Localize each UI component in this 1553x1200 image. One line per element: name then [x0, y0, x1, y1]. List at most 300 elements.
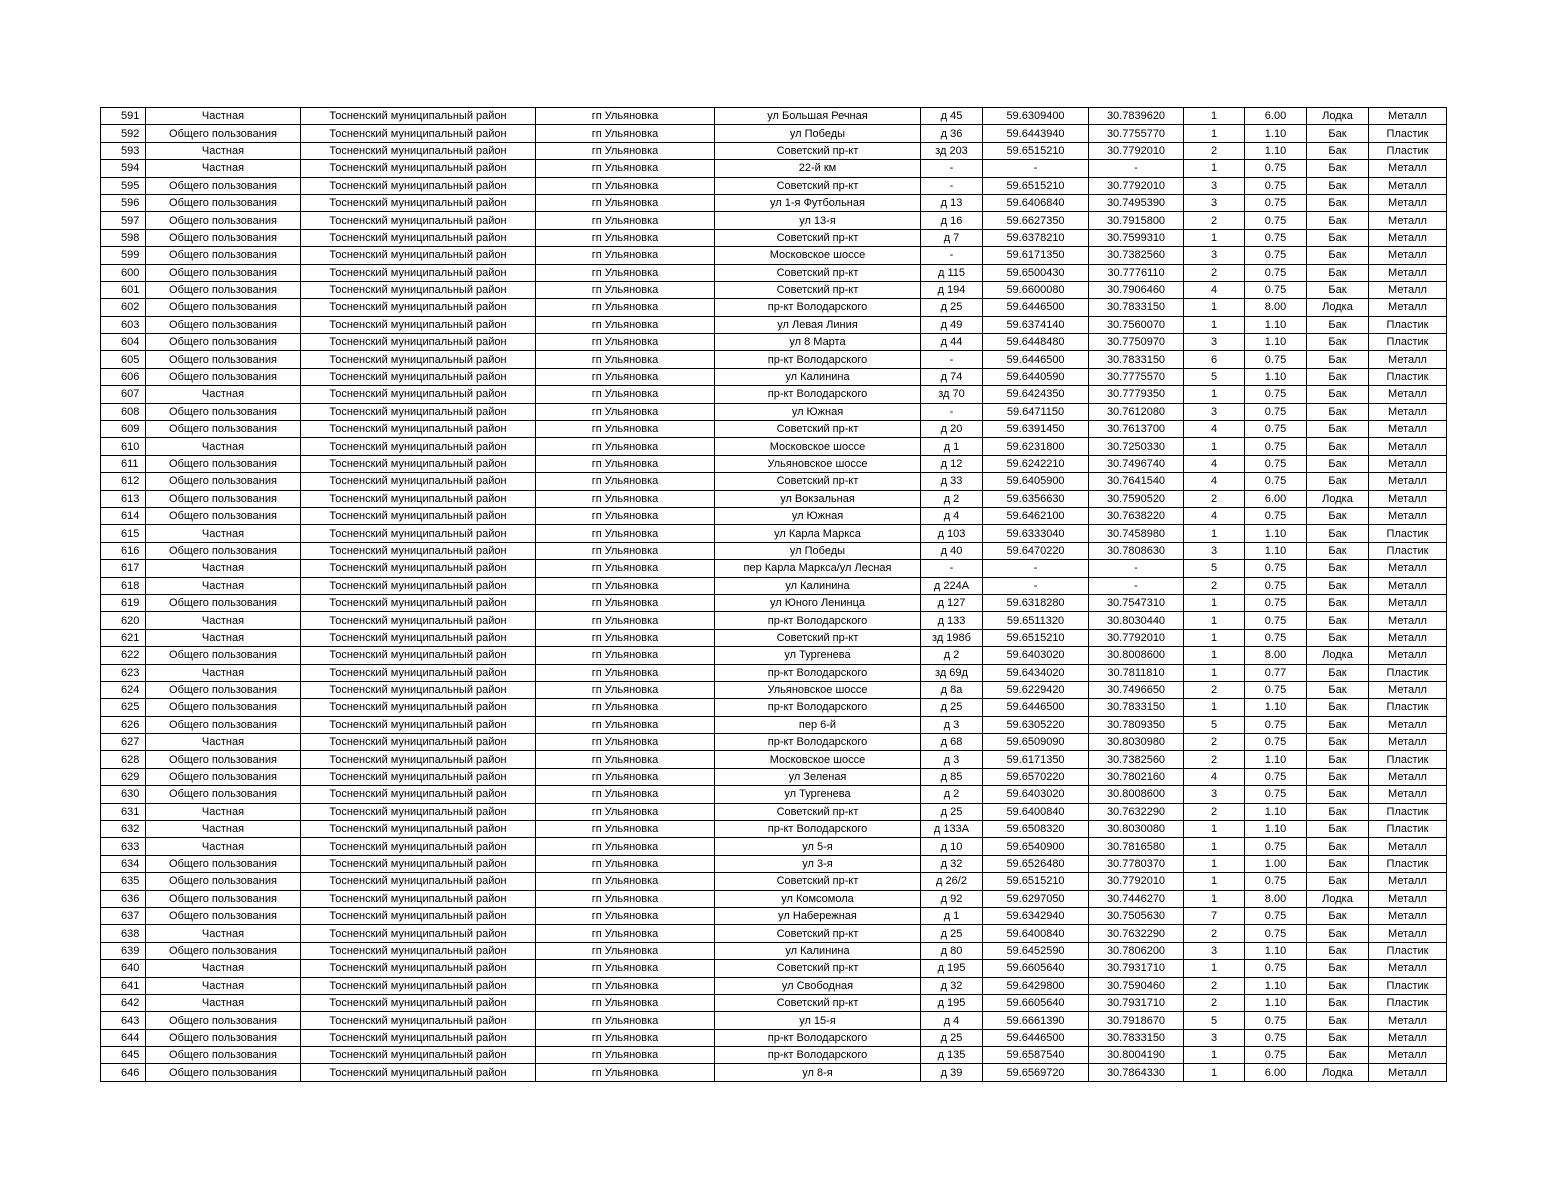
ownership-cell: Частная	[146, 803, 301, 820]
table-row	[101, 1064, 1447, 1081]
building-cell: д 25	[921, 925, 983, 942]
latitude-cell: 59.6297050	[983, 890, 1089, 907]
building-cell: зд 198б	[921, 629, 983, 646]
longitude-cell: 30.7833150	[1089, 699, 1184, 716]
volume-cell: 1.10	[1245, 699, 1307, 716]
row-number-cell: 611	[101, 455, 146, 472]
ownership-cell: Общего пользования	[146, 1029, 301, 1046]
volume-cell: 1.10	[1245, 316, 1307, 333]
street-cell: Советский пр-кт	[715, 925, 921, 942]
container-type-cell: Бак	[1307, 577, 1369, 594]
street-cell: ул 8 Марта	[715, 334, 921, 351]
ownership-cell: Общего пользования	[146, 473, 301, 490]
latitude-cell: 59.6406840	[983, 194, 1089, 211]
longitude-cell: 30.7775570	[1089, 368, 1184, 385]
ownership-cell: Частная	[146, 612, 301, 629]
container-count-cell: 7	[1184, 907, 1245, 924]
material-cell: Металл	[1369, 229, 1447, 246]
ownership-cell: Общего пользования	[146, 299, 301, 316]
longitude-cell: 30.7638220	[1089, 507, 1184, 524]
container-type-cell: Бак	[1307, 942, 1369, 959]
container-count-cell: 5	[1184, 716, 1245, 733]
building-cell: -	[921, 247, 983, 264]
settlement-cell: гп Ульяновка	[536, 316, 715, 333]
settlement-cell: гп Ульяновка	[536, 386, 715, 403]
district-cell: Тосненский муниципальный район	[301, 577, 536, 594]
district-cell: Тосненский муниципальный район	[301, 751, 536, 768]
table-row	[101, 577, 1447, 594]
table-row	[101, 264, 1447, 281]
latitude-cell: 59.6515210	[983, 629, 1089, 646]
material-cell: Металл	[1369, 716, 1447, 733]
table-row	[101, 629, 1447, 646]
building-cell: -	[921, 560, 983, 577]
building-cell: д 10	[921, 838, 983, 855]
street-cell: Советский пр-кт	[715, 803, 921, 820]
ownership-cell: Общего пользования	[146, 647, 301, 664]
container-count-cell: 6	[1184, 351, 1245, 368]
container-type-cell: Бак	[1307, 734, 1369, 751]
latitude-cell: 59.6378210	[983, 229, 1089, 246]
district-cell: Тосненский муниципальный район	[301, 403, 536, 420]
volume-cell: 0.75	[1245, 716, 1307, 733]
street-cell: Советский пр-кт	[715, 960, 921, 977]
building-cell: д 49	[921, 316, 983, 333]
ownership-cell: Общего пользования	[146, 421, 301, 438]
latitude-cell: 59.6600080	[983, 281, 1089, 298]
volume-cell: 1.10	[1245, 542, 1307, 559]
material-cell: Металл	[1369, 1047, 1447, 1064]
street-cell: Московское шоссе	[715, 247, 921, 264]
settlement-cell: гп Ульяновка	[536, 925, 715, 942]
table-row	[101, 351, 1447, 368]
volume-cell: 1.10	[1245, 751, 1307, 768]
settlement-cell: гп Ульяновка	[536, 403, 715, 420]
settlement-cell: гп Ульяновка	[536, 194, 715, 211]
settlement-cell: гп Ульяновка	[536, 1064, 715, 1081]
volume-cell: 1.10	[1245, 142, 1307, 159]
settlement-cell: гп Ульяновка	[536, 577, 715, 594]
longitude-cell: 30.7505630	[1089, 907, 1184, 924]
latitude-cell: 59.6400840	[983, 803, 1089, 820]
district-cell: Тосненский муниципальный район	[301, 473, 536, 490]
material-cell: Пластик	[1369, 977, 1447, 994]
longitude-cell: 30.7808630	[1089, 542, 1184, 559]
container-type-cell: Бак	[1307, 194, 1369, 211]
settlement-cell: гп Ульяновка	[536, 507, 715, 524]
ownership-cell: Общего пользования	[146, 1047, 301, 1064]
row-number-cell: 609	[101, 421, 146, 438]
latitude-cell: 59.6661390	[983, 1012, 1089, 1029]
settlement-cell: гп Ульяновка	[536, 751, 715, 768]
settlement-cell: гп Ульяновка	[536, 299, 715, 316]
volume-cell: 0.75	[1245, 421, 1307, 438]
material-cell: Металл	[1369, 247, 1447, 264]
container-type-cell: Бак	[1307, 612, 1369, 629]
settlement-cell: гп Ульяновка	[536, 647, 715, 664]
table-row	[101, 716, 1447, 733]
ownership-cell: Частная	[146, 386, 301, 403]
longitude-cell: 30.7599310	[1089, 229, 1184, 246]
volume-cell: 0.75	[1245, 560, 1307, 577]
row-number-cell: 642	[101, 994, 146, 1011]
material-cell: Металл	[1369, 577, 1447, 594]
building-cell: д 103	[921, 525, 983, 542]
table-row	[101, 873, 1447, 890]
longitude-cell: 30.8004190	[1089, 1047, 1184, 1064]
material-cell: Металл	[1369, 473, 1447, 490]
settlement-cell: гп Ульяновка	[536, 281, 715, 298]
table-row	[101, 525, 1447, 542]
settlement-cell: гп Ульяновка	[536, 334, 715, 351]
row-number-cell: 629	[101, 768, 146, 785]
longitude-cell: 30.7755770	[1089, 125, 1184, 142]
ownership-cell: Частная	[146, 821, 301, 838]
district-cell: Тосненский муниципальный район	[301, 542, 536, 559]
latitude-cell: 59.6424350	[983, 386, 1089, 403]
latitude-cell: 59.6333040	[983, 525, 1089, 542]
container-count-cell: 1	[1184, 873, 1245, 890]
container-type-cell: Лодка	[1307, 890, 1369, 907]
latitude-cell: 59.6587540	[983, 1047, 1089, 1064]
settlement-cell: гп Ульяновка	[536, 525, 715, 542]
ownership-cell: Общего пользования	[146, 768, 301, 785]
row-number-cell: 597	[101, 212, 146, 229]
street-cell: ул 3-я	[715, 855, 921, 872]
ownership-cell: Частная	[146, 142, 301, 159]
street-cell: Московское шоссе	[715, 751, 921, 768]
volume-cell: 0.75	[1245, 1047, 1307, 1064]
volume-cell: 6.00	[1245, 490, 1307, 507]
street-cell: пр-кт Володарского	[715, 351, 921, 368]
district-cell: Тосненский муниципальный район	[301, 125, 536, 142]
material-cell: Пластик	[1369, 855, 1447, 872]
building-cell: -	[921, 351, 983, 368]
container-count-cell: 4	[1184, 455, 1245, 472]
latitude-cell: 59.6242210	[983, 455, 1089, 472]
longitude-cell: 30.7590520	[1089, 490, 1184, 507]
latitude-cell: 59.6462100	[983, 507, 1089, 524]
district-cell: Тосненский муниципальный район	[301, 525, 536, 542]
latitude-cell: 59.6627350	[983, 212, 1089, 229]
street-cell: ул Калинина	[715, 577, 921, 594]
container-count-cell: 1	[1184, 525, 1245, 542]
ownership-cell: Частная	[146, 925, 301, 942]
district-cell: Тосненский муниципальный район	[301, 786, 536, 803]
container-type-cell: Бак	[1307, 873, 1369, 890]
latitude-cell: 59.6405900	[983, 473, 1089, 490]
container-count-cell: 1	[1184, 125, 1245, 142]
container-type-cell: Бак	[1307, 455, 1369, 472]
latitude-cell: 59.6171350	[983, 751, 1089, 768]
latitude-cell: 59.6471150	[983, 403, 1089, 420]
settlement-cell: гп Ульяновка	[536, 351, 715, 368]
container-type-cell: Бак	[1307, 438, 1369, 455]
district-cell: Тосненский муниципальный район	[301, 907, 536, 924]
building-cell: д 25	[921, 1029, 983, 1046]
volume-cell: 0.75	[1245, 612, 1307, 629]
container-count-cell: 1	[1184, 890, 1245, 907]
settlement-cell: гп Ульяновка	[536, 455, 715, 472]
ownership-cell: Общего пользования	[146, 368, 301, 385]
row-number-cell: 598	[101, 229, 146, 246]
material-cell: Металл	[1369, 1012, 1447, 1029]
table-row	[101, 768, 1447, 785]
row-number-cell: 630	[101, 786, 146, 803]
ownership-cell: Общего пользования	[146, 351, 301, 368]
volume-cell: 0.75	[1245, 768, 1307, 785]
container-type-cell: Бак	[1307, 751, 1369, 768]
ownership-cell: Общего пользования	[146, 247, 301, 264]
row-number-cell: 632	[101, 821, 146, 838]
settlement-cell: гп Ульяновка	[536, 125, 715, 142]
material-cell: Металл	[1369, 281, 1447, 298]
container-count-cell: 2	[1184, 577, 1245, 594]
street-cell: Советский пр-кт	[715, 281, 921, 298]
volume-cell: 1.10	[1245, 977, 1307, 994]
material-cell: Металл	[1369, 925, 1447, 942]
material-cell: Металл	[1369, 403, 1447, 420]
street-cell: Советский пр-кт	[715, 873, 921, 890]
settlement-cell: гп Ульяновка	[536, 716, 715, 733]
district-cell: Тосненский муниципальный район	[301, 960, 536, 977]
ownership-cell: Общего пользования	[146, 542, 301, 559]
material-cell: Металл	[1369, 734, 1447, 751]
street-cell: ул Зеленая	[715, 768, 921, 785]
settlement-cell: гп Ульяновка	[536, 229, 715, 246]
container-count-cell: 3	[1184, 334, 1245, 351]
row-number-cell: 638	[101, 925, 146, 942]
volume-cell: 0.75	[1245, 786, 1307, 803]
material-cell: Металл	[1369, 647, 1447, 664]
container-count-cell: 1	[1184, 299, 1245, 316]
ownership-cell: Общего пользования	[146, 873, 301, 890]
longitude-cell: 30.7806200	[1089, 942, 1184, 959]
latitude-cell: 59.6446500	[983, 299, 1089, 316]
container-count-cell: 5	[1184, 1012, 1245, 1029]
volume-cell: 0.75	[1245, 681, 1307, 698]
ownership-cell: Общего пользования	[146, 125, 301, 142]
building-cell: д 26/2	[921, 873, 983, 890]
latitude-cell: 59.6342940	[983, 907, 1089, 924]
volume-cell: 0.75	[1245, 403, 1307, 420]
building-cell: -	[921, 160, 983, 177]
latitude-cell: 59.6511320	[983, 612, 1089, 629]
volume-cell: 1.00	[1245, 855, 1307, 872]
row-number-cell: 635	[101, 873, 146, 890]
latitude-cell: 59.6452590	[983, 942, 1089, 959]
volume-cell: 0.75	[1245, 1012, 1307, 1029]
district-cell: Тосненский муниципальный район	[301, 890, 536, 907]
longitude-cell: -	[1089, 160, 1184, 177]
container-type-cell: Бак	[1307, 960, 1369, 977]
container-count-cell: 1	[1184, 960, 1245, 977]
district-cell: Тосненский муниципальный район	[301, 1029, 536, 1046]
material-cell: Металл	[1369, 1064, 1447, 1081]
container-type-cell: Бак	[1307, 403, 1369, 420]
container-type-cell: Бак	[1307, 473, 1369, 490]
longitude-cell: 30.7833150	[1089, 299, 1184, 316]
table-row	[101, 125, 1447, 142]
container-count-cell: 3	[1184, 942, 1245, 959]
material-cell: Пластик	[1369, 664, 1447, 681]
volume-cell: 0.75	[1245, 629, 1307, 646]
container-type-cell: Лодка	[1307, 647, 1369, 664]
volume-cell: 0.75	[1245, 1029, 1307, 1046]
row-number-cell: 621	[101, 629, 146, 646]
district-cell: Тосненский муниципальный район	[301, 142, 536, 159]
street-cell: ул Тургенева	[715, 786, 921, 803]
table-row	[101, 734, 1447, 751]
latitude-cell: 59.6443940	[983, 125, 1089, 142]
building-cell: д 115	[921, 264, 983, 281]
volume-cell: 0.75	[1245, 838, 1307, 855]
longitude-cell: 30.7792010	[1089, 629, 1184, 646]
container-type-cell: Бак	[1307, 125, 1369, 142]
volume-cell: 1.10	[1245, 525, 1307, 542]
volume-cell: 6.00	[1245, 108, 1307, 125]
row-number-cell: 604	[101, 334, 146, 351]
district-cell: Тосненский муниципальный район	[301, 664, 536, 681]
row-number-cell: 593	[101, 142, 146, 159]
building-cell: д 8а	[921, 681, 983, 698]
row-number-cell: 643	[101, 1012, 146, 1029]
ownership-cell: Общего пользования	[146, 229, 301, 246]
volume-cell: 0.75	[1245, 925, 1307, 942]
ownership-cell: Общего пользования	[146, 699, 301, 716]
building-cell: д 36	[921, 125, 983, 142]
settlement-cell: гп Ульяновка	[536, 994, 715, 1011]
district-cell: Тосненский муниципальный район	[301, 734, 536, 751]
longitude-cell: 30.7816580	[1089, 838, 1184, 855]
street-cell: пр-кт Володарского	[715, 821, 921, 838]
settlement-cell: гп Ульяновка	[536, 142, 715, 159]
row-number-cell: 606	[101, 368, 146, 385]
street-cell: ул Победы	[715, 125, 921, 142]
material-cell: Металл	[1369, 873, 1447, 890]
settlement-cell: гп Ульяновка	[536, 247, 715, 264]
building-cell: д 224А	[921, 577, 983, 594]
settlement-cell: гп Ульяновка	[536, 490, 715, 507]
longitude-cell: 30.7811810	[1089, 664, 1184, 681]
longitude-cell: 30.7446270	[1089, 890, 1184, 907]
longitude-cell: 30.7792010	[1089, 873, 1184, 890]
container-count-cell: 4	[1184, 768, 1245, 785]
latitude-cell: 59.6403020	[983, 786, 1089, 803]
row-number-cell: 613	[101, 490, 146, 507]
settlement-cell: гп Ульяновка	[536, 368, 715, 385]
district-cell: Тосненский муниципальный район	[301, 108, 536, 125]
street-cell: Советский пр-кт	[715, 142, 921, 159]
row-number-cell: 631	[101, 803, 146, 820]
longitude-cell: -	[1089, 560, 1184, 577]
row-number-cell: 641	[101, 977, 146, 994]
ownership-cell: Частная	[146, 960, 301, 977]
container-count-cell: 2	[1184, 212, 1245, 229]
building-cell: д 3	[921, 751, 983, 768]
street-cell: ул Тургенева	[715, 647, 921, 664]
row-number-cell: 614	[101, 507, 146, 524]
ownership-cell: Общего пользования	[146, 751, 301, 768]
material-cell: Пластик	[1369, 125, 1447, 142]
material-cell: Металл	[1369, 1029, 1447, 1046]
longitude-cell: 30.7632290	[1089, 925, 1184, 942]
container-type-cell: Бак	[1307, 1029, 1369, 1046]
container-type-cell: Бак	[1307, 421, 1369, 438]
district-cell: Тосненский муниципальный район	[301, 247, 536, 264]
latitude-cell: 59.6515210	[983, 177, 1089, 194]
container-count-cell: 1	[1184, 316, 1245, 333]
street-cell: ул Левая Линия	[715, 316, 921, 333]
table-row	[101, 907, 1447, 924]
longitude-cell: 30.7750970	[1089, 334, 1184, 351]
longitude-cell: 30.7560070	[1089, 316, 1184, 333]
street-cell: 22-й км	[715, 160, 921, 177]
table-row	[101, 455, 1447, 472]
district-cell: Тосненский муниципальный район	[301, 264, 536, 281]
street-cell: Советский пр-кт	[715, 473, 921, 490]
building-cell: д 74	[921, 368, 983, 385]
container-count-cell: 2	[1184, 490, 1245, 507]
ownership-cell: Частная	[146, 734, 301, 751]
building-cell: д 85	[921, 768, 983, 785]
settlement-cell: гп Ульяновка	[536, 542, 715, 559]
row-number-cell: 607	[101, 386, 146, 403]
ownership-cell: Частная	[146, 560, 301, 577]
row-number-cell: 619	[101, 594, 146, 611]
district-cell: Тосненский муниципальный район	[301, 716, 536, 733]
material-cell: Металл	[1369, 560, 1447, 577]
container-type-cell: Бак	[1307, 334, 1369, 351]
latitude-cell: 59.6448480	[983, 334, 1089, 351]
district-cell: Тосненский муниципальный район	[301, 681, 536, 698]
building-cell: д 2	[921, 647, 983, 664]
latitude-cell: 59.6400840	[983, 925, 1089, 942]
settlement-cell: гп Ульяновка	[536, 890, 715, 907]
table-row	[101, 786, 1447, 803]
table-row	[101, 368, 1447, 385]
latitude-cell: -	[983, 577, 1089, 594]
ownership-cell: Общего пользования	[146, 1064, 301, 1081]
container-count-cell: 2	[1184, 803, 1245, 820]
longitude-cell: 30.7632290	[1089, 803, 1184, 820]
volume-cell: 0.75	[1245, 264, 1307, 281]
container-count-cell: 1	[1184, 855, 1245, 872]
container-type-cell: Бак	[1307, 821, 1369, 838]
table-row	[101, 281, 1447, 298]
row-number-cell: 636	[101, 890, 146, 907]
row-number-cell: 637	[101, 907, 146, 924]
latitude-cell: 59.6569720	[983, 1064, 1089, 1081]
ownership-cell: Частная	[146, 160, 301, 177]
building-cell: д 1	[921, 438, 983, 455]
ownership-cell: Общего пользования	[146, 907, 301, 924]
table-row	[101, 542, 1447, 559]
building-cell: д 25	[921, 803, 983, 820]
street-cell: Ульяновское шоссе	[715, 455, 921, 472]
settlement-cell: гп Ульяновка	[536, 594, 715, 611]
row-number-cell: 596	[101, 194, 146, 211]
row-number-cell: 628	[101, 751, 146, 768]
container-type-cell: Бак	[1307, 1047, 1369, 1064]
row-number-cell: 600	[101, 264, 146, 281]
ownership-cell: Частная	[146, 629, 301, 646]
longitude-cell: 30.7833150	[1089, 351, 1184, 368]
longitude-cell: 30.7839620	[1089, 108, 1184, 125]
table-row	[101, 1029, 1447, 1046]
street-cell: Советский пр-кт	[715, 994, 921, 1011]
district-cell: Тосненский муниципальный район	[301, 490, 536, 507]
